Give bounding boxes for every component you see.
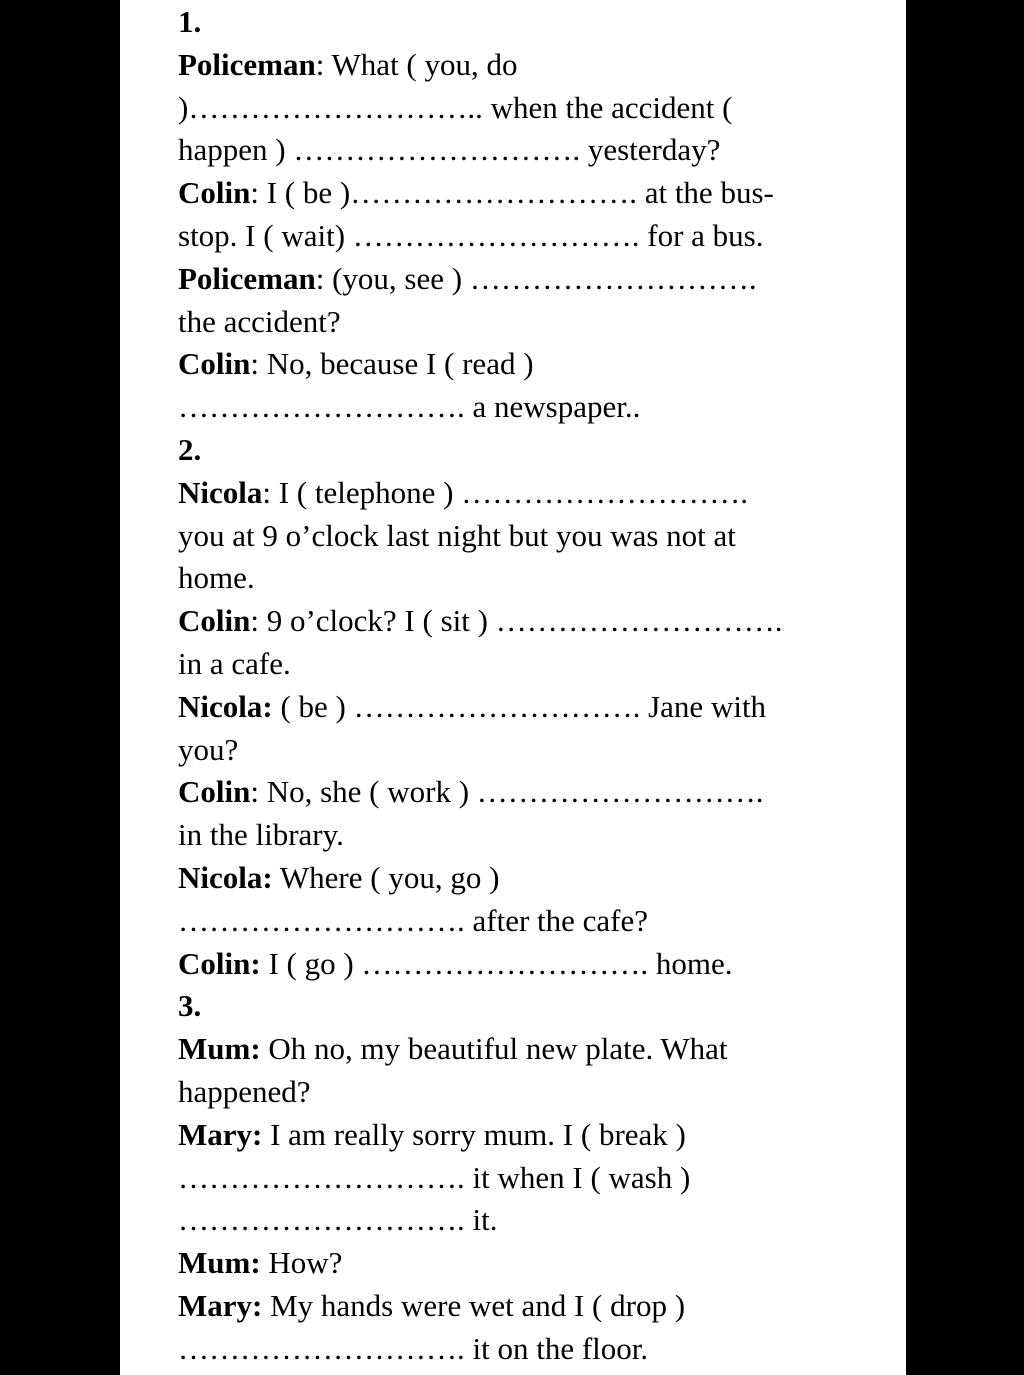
text-line — [178, 128, 720, 171]
speaker-label: Mum: — [178, 1245, 261, 1281]
line-text: : I ( be )………………………. at the bus- — [250, 175, 774, 211]
speaker-label: Mum: — [178, 1031, 261, 1067]
text-line — [178, 257, 757, 300]
line-text: : What ( you, do — [315, 46, 518, 82]
line-text: Oh no, my beautiful new plate. What — [260, 1031, 728, 1067]
line-text: in the library. — [178, 817, 344, 853]
text-line — [178, 428, 201, 471]
worksheet-page — [120, 0, 906, 1375]
speaker-label: Nicola — [178, 474, 263, 510]
speaker-label: 1. — [178, 4, 202, 39]
line-text: you at 9 o’clock last night but you was not at — [178, 517, 736, 553]
speaker-label: Colin — [178, 603, 251, 639]
line-text: ………………………. a newspaper.. — [178, 389, 641, 425]
line-text: How? — [260, 1245, 343, 1281]
line-text: ………………………. it. — [178, 1202, 498, 1238]
line-text: I ( go ) ………………………. home. — [260, 945, 733, 981]
line-text: : No, she ( work ) ………………………. — [250, 774, 764, 810]
text-line — [178, 1198, 497, 1241]
speaker-label: Policeman — [178, 46, 316, 82]
line-text: ………………………. after the cafe? — [178, 902, 649, 938]
text-line — [178, 599, 782, 642]
line-text: : 9 o’clock? I ( sit ) ………………………. — [250, 603, 783, 639]
text-line — [178, 214, 764, 257]
line-text: : (you, see ) ………………………. — [315, 260, 757, 296]
speaker-label: Colin — [178, 346, 251, 382]
line-text: you? — [178, 731, 239, 767]
line-text: happened? — [178, 1074, 311, 1109]
line-text: the accident? — [178, 303, 341, 339]
text-line — [178, 899, 648, 942]
text-line — [178, 171, 774, 214]
text-line — [178, 813, 344, 856]
text-line — [178, 1284, 685, 1327]
text-line — [178, 1027, 728, 1070]
text-line — [178, 685, 766, 728]
line-text: )……………………….. when the accident ( — [178, 89, 733, 125]
text-line — [178, 0, 201, 43]
text-line — [178, 342, 534, 385]
speaker-label: Policeman — [178, 260, 316, 296]
speaker-label: 3. — [178, 988, 202, 1024]
text-line — [178, 471, 748, 514]
speaker-label: Colin — [178, 774, 251, 810]
speaker-label: Colin: — [178, 945, 261, 981]
text-line — [178, 1113, 686, 1156]
line-text: : No, because I ( read ) — [250, 346, 534, 382]
line-text: ………………………. it when I ( wash ) — [178, 1159, 691, 1195]
line-text: ………………………. it on the floor. — [178, 1330, 649, 1366]
line-text: : I ( telephone ) ………………………. — [262, 474, 748, 510]
text-line — [178, 728, 238, 771]
speaker-label: Nicola: — [178, 688, 273, 724]
line-text: happen ) ………………………. yesterday? — [178, 132, 721, 168]
text-line — [178, 770, 764, 813]
line-text: ( be ) ………………………. Jane with — [272, 688, 767, 724]
text-line — [178, 1156, 690, 1199]
text-line — [178, 984, 201, 1027]
text-line — [178, 514, 736, 557]
line-text: I am really sorry mum. I ( break ) — [262, 1116, 686, 1152]
speaker-label: Nicola: — [178, 860, 273, 895]
text-line — [178, 43, 518, 86]
line-text: stop. I ( wait) ………………………. for a bus. — [178, 218, 764, 253]
speaker-label: Mary: — [178, 1288, 263, 1323]
text-line — [178, 300, 341, 343]
text-line — [178, 942, 733, 985]
speaker-label: 2. — [178, 432, 202, 467]
line-text: Where ( you, go ) — [272, 860, 500, 895]
speaker-label: Colin — [178, 175, 251, 211]
line-text: My hands were wet and I ( drop ) — [262, 1288, 686, 1323]
text-line — [178, 1327, 648, 1370]
line-text: home. — [178, 560, 255, 596]
text-line — [178, 856, 499, 899]
text-line — [178, 1241, 342, 1284]
text-line — [178, 642, 291, 685]
line-text: in a cafe. — [178, 646, 291, 681]
text-line — [178, 1070, 311, 1113]
text-line — [178, 556, 255, 599]
text-line — [178, 385, 640, 428]
speaker-label: Mary: — [178, 1116, 263, 1152]
text-line — [178, 86, 732, 129]
